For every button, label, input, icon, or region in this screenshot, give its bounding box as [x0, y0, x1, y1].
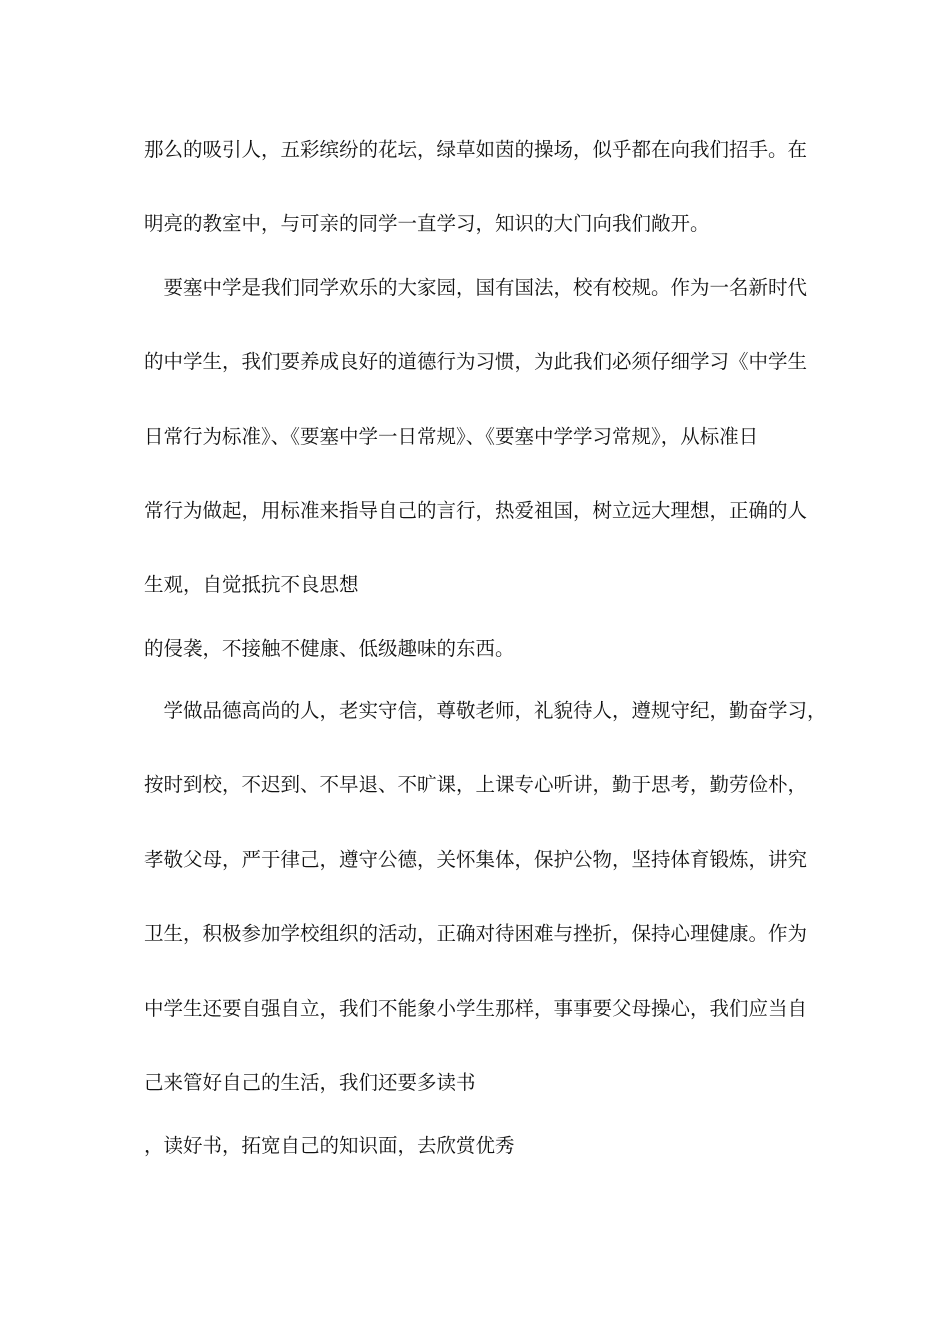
paragraph-2-line-1: 要塞中学是我们同学欢乐的大家园，国有国法，校有校规。作为一名新时代: [144, 276, 808, 299]
text-line-13: 中学生还要自强自立，我们不能象小学生那样，事事要父母操心，我们应当自: [144, 997, 808, 1020]
paragraph-3-line-1: 学做品德高尚的人，老实守信，尊敬老师，礼貌待人，遵规守纪，勤奋学习，: [144, 699, 827, 722]
text-line-2: 明亮的教室中，与可亲的同学一直学习，知识的大门向我们敞开。: [144, 212, 710, 235]
text-line-7: 生观，自觉抵抗不良思想: [144, 573, 359, 596]
text-line-12: 卫生，积极参加学校组织的活动，正确对待困难与挫折，保持心理健康。作为: [144, 922, 808, 945]
text-line-1: 那么的吸引人，五彩缤纷的花坛，绿草如茵的操场，似乎都在向我们招手。在: [144, 138, 808, 161]
text-line-6: 常行为做起，用标准来指导自己的言行，热爱祖国，树立远大理想，正确的人: [144, 499, 808, 522]
text-line-10: 按时到校，不迟到、不早退、不旷课，上课专心听讲，勤于思考，勤劳俭朴，: [144, 773, 808, 796]
text-line-14: 己来管好自己的生活，我们还要多读书: [144, 1071, 476, 1094]
text-line-5: 日常行为标准》、《要塞中学一日常规》、《要塞中学学习常规》，从标准日: [144, 425, 759, 448]
text-line-4: 的中学生，我们要养成良好的道德行为习惯，为此我们必须仔细学习《中学生: [144, 350, 808, 373]
text-line-8: 的侵袭，不接触不健康、低级趣味的东西。: [144, 637, 515, 660]
text-line-11: 孝敬父母，严于律己，遵守公德，关怀集体，保护公物，坚持体育锻炼，讲究: [144, 848, 808, 871]
text-line-15: ，读好书，拓宽自己的知识面，去欣赏优秀: [144, 1134, 515, 1157]
